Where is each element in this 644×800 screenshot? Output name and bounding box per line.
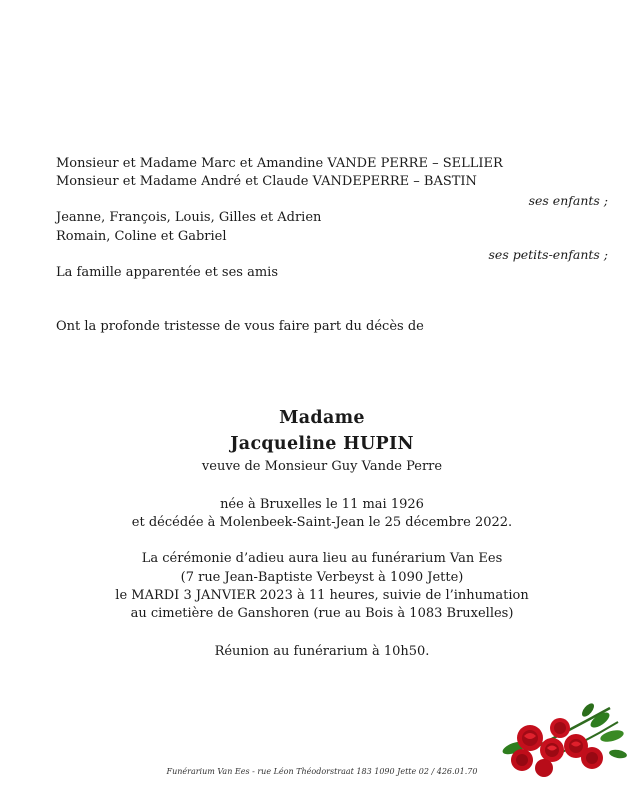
widow-of-line: veuve de Monsieur Guy Vande Perre <box>201 459 443 474</box>
birth-line: née à Bruxelles le 11 mai 1926 <box>220 497 424 512</box>
ceremony-line-2: (7 rue Jean-Baptiste Verbeyst à 1090 Jette) <box>180 570 464 585</box>
grandchildren-line-2: Romain, Coline et Gabriel <box>56 229 227 244</box>
deceased-title: Madame <box>279 408 365 428</box>
extended-family-line: La famille apparentée et ses amis <box>56 265 278 280</box>
ceremony-line-1: La cérémonie d’adieu aura lieu au funérarium Van Ees <box>141 551 503 566</box>
funeral-home-footer: Funérarium Van Ees - rue Léon Théodorstraat 183 1090 Jette 02 / 426.01.70 <box>166 767 478 776</box>
announcement-line: Ont la profonde tristesse de vous faire part du décès de <box>56 319 424 334</box>
grandchildren-line-1: Jeanne, François, Louis, Gilles et Adrien <box>56 210 322 225</box>
child-family-line-2: Monsieur et Madame André et Claude VANDEPERRE – BASTIN <box>56 174 477 189</box>
death-line: et décédée à Molenbeek-Saint-Jean le 25 décembre 2022. <box>131 515 513 530</box>
child-family-line-1: Monsieur et Madame Marc et Amandine VANDE PERRE – SELLIER <box>56 156 503 171</box>
grandchildren-label: ses petits-enfants ; <box>488 247 608 262</box>
gathering-line: Réunion au funérarium à 10h50. <box>214 644 430 659</box>
deceased-name: Jacqueline HUPIN <box>230 434 414 454</box>
ceremony-line-4: au cimetière de Ganshoren (rue au Bois à 1083 Bruxelles) <box>130 606 514 621</box>
ceremony-line-3: le MARDI 3 JANVIER 2023 à 11 heures, suivie de l’inhumation <box>115 588 529 603</box>
children-label: ses enfants ; <box>528 193 608 208</box>
